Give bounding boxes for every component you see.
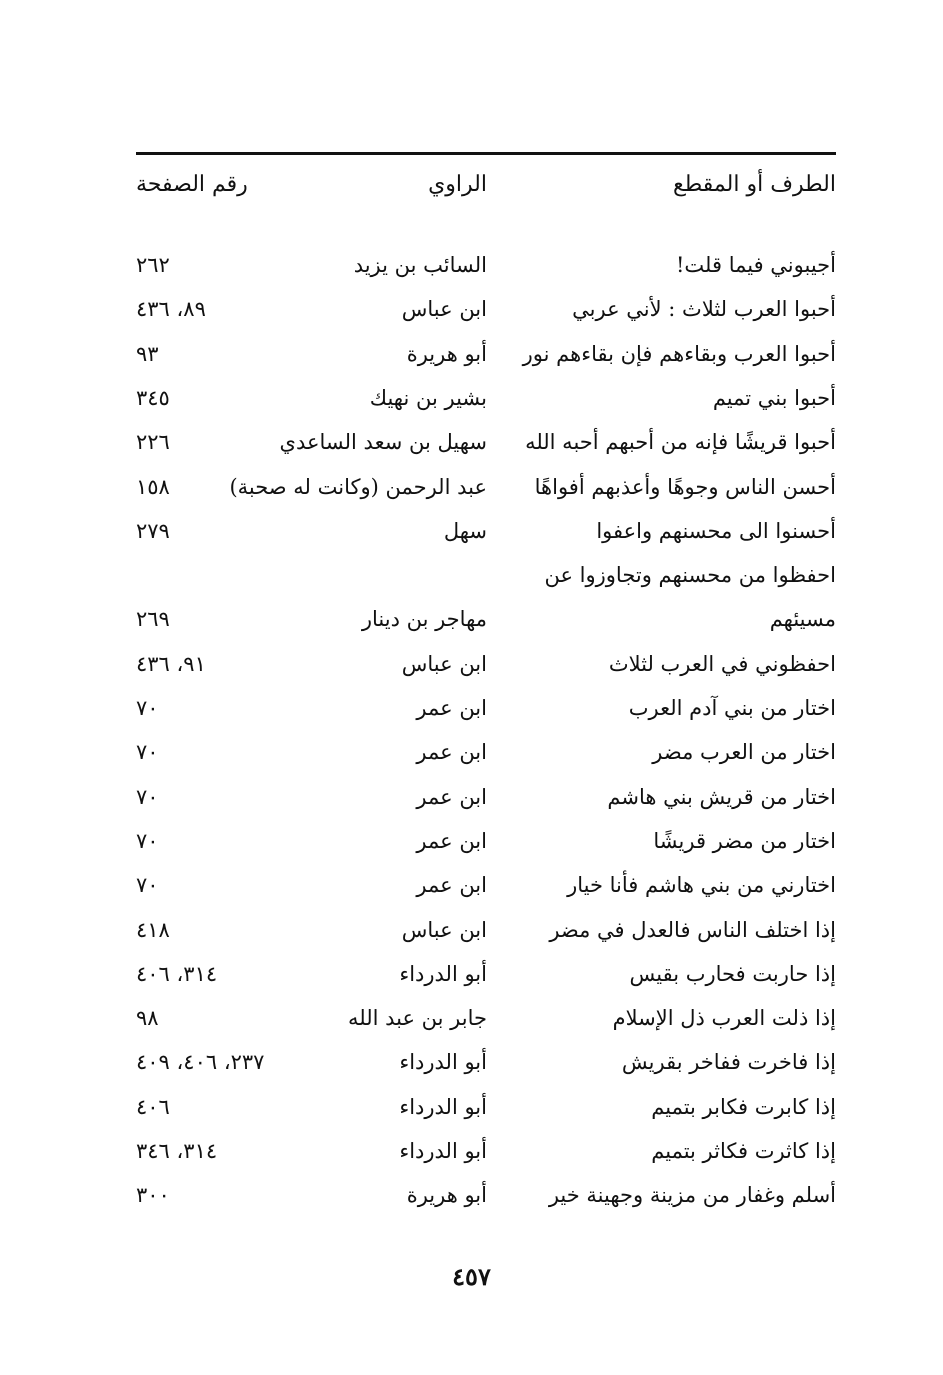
row-narrator: أبو الدرداء bbox=[399, 1095, 487, 1119]
row-narrator: ابن عمر bbox=[416, 873, 487, 897]
row-pages: ٤٠٦ bbox=[136, 1095, 170, 1119]
row-pages: ٧٠ bbox=[136, 696, 159, 720]
row-text: إذا حاربت فحارب بقيس bbox=[629, 962, 836, 986]
row-pages: ٩٨ bbox=[136, 1006, 159, 1030]
row-narrator: سهيل بن سعد الساعدي bbox=[279, 430, 487, 454]
row-text: إذا اختلف الناس فالعدل في مضر bbox=[549, 918, 836, 942]
row-narrator: عبد الرحمن (وكانت له صحبة) bbox=[229, 475, 487, 499]
row-narrator: أبو هريرة bbox=[406, 342, 487, 366]
row-pages: ٣١٤، ٤٠٦ bbox=[136, 962, 218, 986]
row-narrator: مهاجر بن دينار bbox=[361, 607, 487, 631]
row-pages: ٧٠ bbox=[136, 740, 159, 764]
row-text: إذا كاثرت فكاثر بتميم bbox=[651, 1139, 836, 1163]
row-narrator: جابر بن عبد الله bbox=[347, 1006, 487, 1030]
row-text: اختار من بني آدم العرب bbox=[628, 696, 836, 720]
row-text: إذا فاخرت ففاخر بقريش bbox=[621, 1050, 836, 1074]
row-text: أحبوا العرب وبقاءهم فإن بقاءهم نور bbox=[522, 342, 836, 366]
row-narrator: ابن عمر bbox=[416, 829, 487, 853]
row-narrator: ابن عباس bbox=[401, 652, 487, 676]
row-narrator: أبو الدرداء bbox=[399, 1139, 487, 1163]
row-text: اختار من قريش بني هاشم bbox=[607, 785, 836, 809]
row-pages: ٤١٨ bbox=[136, 918, 170, 942]
row-text: أحبوا قريشًا فإنه من أحبهم أحبه الله bbox=[525, 430, 836, 454]
row-pages: ١٥٨ bbox=[136, 475, 170, 499]
row-narrator: أبو الدرداء bbox=[399, 1050, 487, 1074]
row-text: إذا ذلت العرب ذل الإسلام bbox=[612, 1006, 836, 1030]
row-pages: ٢٦٩ bbox=[136, 607, 170, 631]
row-narrator: سهل bbox=[443, 519, 487, 543]
row-text: أجيبوني فيما قلت! bbox=[675, 253, 836, 277]
row-text: اختار من العرب مضر bbox=[652, 740, 836, 764]
header-rule bbox=[136, 152, 836, 155]
row-text: اختارني من بني هاشم فأنا خيار bbox=[567, 873, 836, 897]
row-narrator: أبو الدرداء bbox=[399, 962, 487, 986]
row-pages: ٧٠ bbox=[136, 829, 159, 853]
row-pages: ٣٠٠ bbox=[136, 1183, 170, 1207]
row-narrator: ابن عباس bbox=[401, 918, 487, 942]
row-narrator: السائب بن يزيد bbox=[353, 253, 487, 277]
row-narrator: بشير بن نهيك bbox=[369, 386, 487, 410]
row-text: أحبوا العرب لثلاث : لأني عربي bbox=[572, 297, 836, 321]
row-pages: ٧٠ bbox=[136, 873, 159, 897]
row-narrator: أبو هريرة bbox=[406, 1183, 487, 1207]
row-pages: ٢٦٢ bbox=[136, 253, 170, 277]
page-number: ٤٥٧ bbox=[452, 1262, 491, 1291]
row-pages: ٨٩، ٤٣٦ bbox=[136, 297, 206, 321]
header-text-column: الطرف أو المقطع bbox=[673, 172, 836, 197]
row-narrator: ابن عمر bbox=[416, 785, 487, 809]
row-text: احفظوا من محسنهم وتجاوزوا عن bbox=[544, 563, 836, 587]
row-text: احفظوني في العرب لثلاث bbox=[608, 652, 836, 676]
row-text: اختار من مضر قريشًا bbox=[653, 829, 836, 853]
row-narrator: ابن عمر bbox=[416, 696, 487, 720]
header-page-column: رقم الصفحة bbox=[136, 172, 248, 197]
row-narrator: ابن عمر bbox=[416, 740, 487, 764]
row-text: أسلم وغفار من مزينة وجهينة خير bbox=[548, 1183, 836, 1207]
row-narrator: ابن عباس bbox=[401, 297, 487, 321]
row-pages: ٩١، ٤٣٦ bbox=[136, 652, 206, 676]
row-pages: ٣٤٥ bbox=[136, 386, 170, 410]
row-text: مسيئهم bbox=[769, 607, 836, 631]
row-pages: ٢٢٦ bbox=[136, 430, 170, 454]
row-text: أحسن الناس وجوهًا وأعذبهم أفواهًا bbox=[534, 475, 836, 499]
row-pages: ٧٠ bbox=[136, 785, 159, 809]
row-text: إذا كابرت فكابر بتميم bbox=[651, 1095, 836, 1119]
header-narrator-column: الراوي bbox=[428, 172, 487, 197]
row-pages: ٢٧٩ bbox=[136, 519, 170, 543]
row-pages: ٣١٤، ٣٤٦ bbox=[136, 1139, 218, 1163]
row-pages: ٢٣٧، ٤٠٦، ٤٠٩ bbox=[136, 1050, 265, 1074]
row-pages: ٩٣ bbox=[136, 342, 159, 366]
row-text: أحسنوا الى محسنهم واعفوا bbox=[596, 519, 836, 543]
row-text: أحبوا بني تميم bbox=[712, 386, 836, 410]
